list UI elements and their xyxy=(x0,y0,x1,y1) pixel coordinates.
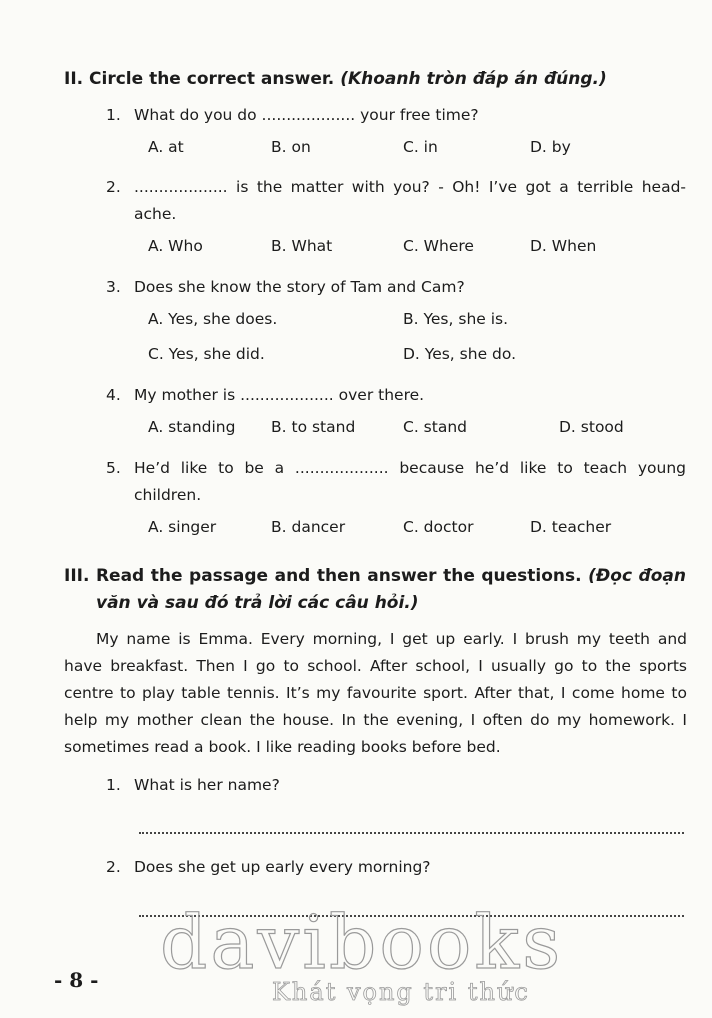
question-number: 3. xyxy=(106,278,121,296)
reading-passage: My name is Emma. Every morning, I get up early. I brush my teeth and have breakfast. Then I go to school. After school, I usually go to the sports centre to play table tennis. It’s my favourite sport. After that, I come home to help my mother clean the house. In the evening, I often do my homework. I sometimes read a book. I like reading books before bed. xyxy=(64,630,687,756)
section-3-heading-line2 xyxy=(96,593,419,613)
option-a[interactable]: A. singer xyxy=(148,518,217,536)
watermark-brand: davibooks xyxy=(160,900,564,986)
option-b[interactable]: B. to stand xyxy=(271,418,356,436)
option-b[interactable]: B. dancer xyxy=(271,518,346,536)
question-text-line1: He’d like to be a ................... because he’d like to teach young xyxy=(134,459,686,477)
option-a[interactable]: A. at xyxy=(148,138,184,156)
question-text: What is her name? xyxy=(134,776,280,794)
section-3-heading xyxy=(64,566,686,586)
question-text-line2: ache. xyxy=(134,205,177,223)
section-3-title-vi: (Đọc đoạn xyxy=(588,566,686,586)
option-c[interactable]: C. doctor xyxy=(403,518,474,536)
question-number: 1. xyxy=(106,106,121,124)
option-c[interactable]: C. in xyxy=(403,138,438,156)
section-2-title-vi: (Khoanh tròn đáp án đúng.) xyxy=(340,69,607,89)
question-number: 2. xyxy=(106,178,121,196)
option-d[interactable]: D. stood xyxy=(559,418,624,436)
option-a[interactable]: A. Who xyxy=(148,237,203,255)
option-d[interactable]: D. by xyxy=(530,138,571,156)
option-b[interactable]: B. Yes, she is. xyxy=(403,310,509,328)
section-3-title: III. Read the passage and then answer the questions. xyxy=(64,566,582,586)
question-text: Does she get up early every morning? xyxy=(134,858,431,876)
option-b[interactable]: B. What xyxy=(271,237,333,255)
question-text: Does she know the story of Tam and Cam? xyxy=(134,278,465,296)
section-2-heading xyxy=(64,69,607,89)
option-c[interactable]: C. Where xyxy=(403,237,474,255)
question-text-line1: ................... is the matter with you? - Oh! I’ve got a terrible head- xyxy=(134,178,686,196)
answer-line[interactable] xyxy=(139,832,684,834)
question-text: My mother is ................... over there. xyxy=(134,386,425,404)
question-number: 2. xyxy=(106,858,121,876)
option-b[interactable]: B. on xyxy=(271,138,311,156)
option-d[interactable]: D. When xyxy=(530,237,597,255)
option-d[interactable]: D. Yes, she do. xyxy=(403,345,517,363)
option-a[interactable]: A. standing xyxy=(148,418,236,436)
question-text: What do you do ................... your free time? xyxy=(134,106,479,124)
question-number: 1. xyxy=(106,776,121,794)
option-d[interactable]: D. teacher xyxy=(530,518,612,536)
section-3-title-vi-cont: văn và sau đó trả lời các câu hỏi.) xyxy=(96,593,419,613)
option-a[interactable]: A. Yes, she does. xyxy=(148,310,278,328)
page-number: - 8 - xyxy=(54,968,99,992)
section-2-title: II. Circle the correct answer. xyxy=(64,69,335,89)
option-c[interactable]: C. Yes, she did. xyxy=(148,345,265,363)
option-c[interactable]: C. stand xyxy=(403,418,467,436)
question-number: 4. xyxy=(106,386,121,404)
question-text-line2: children. xyxy=(134,486,202,504)
question-number: 5. xyxy=(106,459,121,477)
watermark-tagline: Khát vọng tri thức xyxy=(272,978,530,1006)
